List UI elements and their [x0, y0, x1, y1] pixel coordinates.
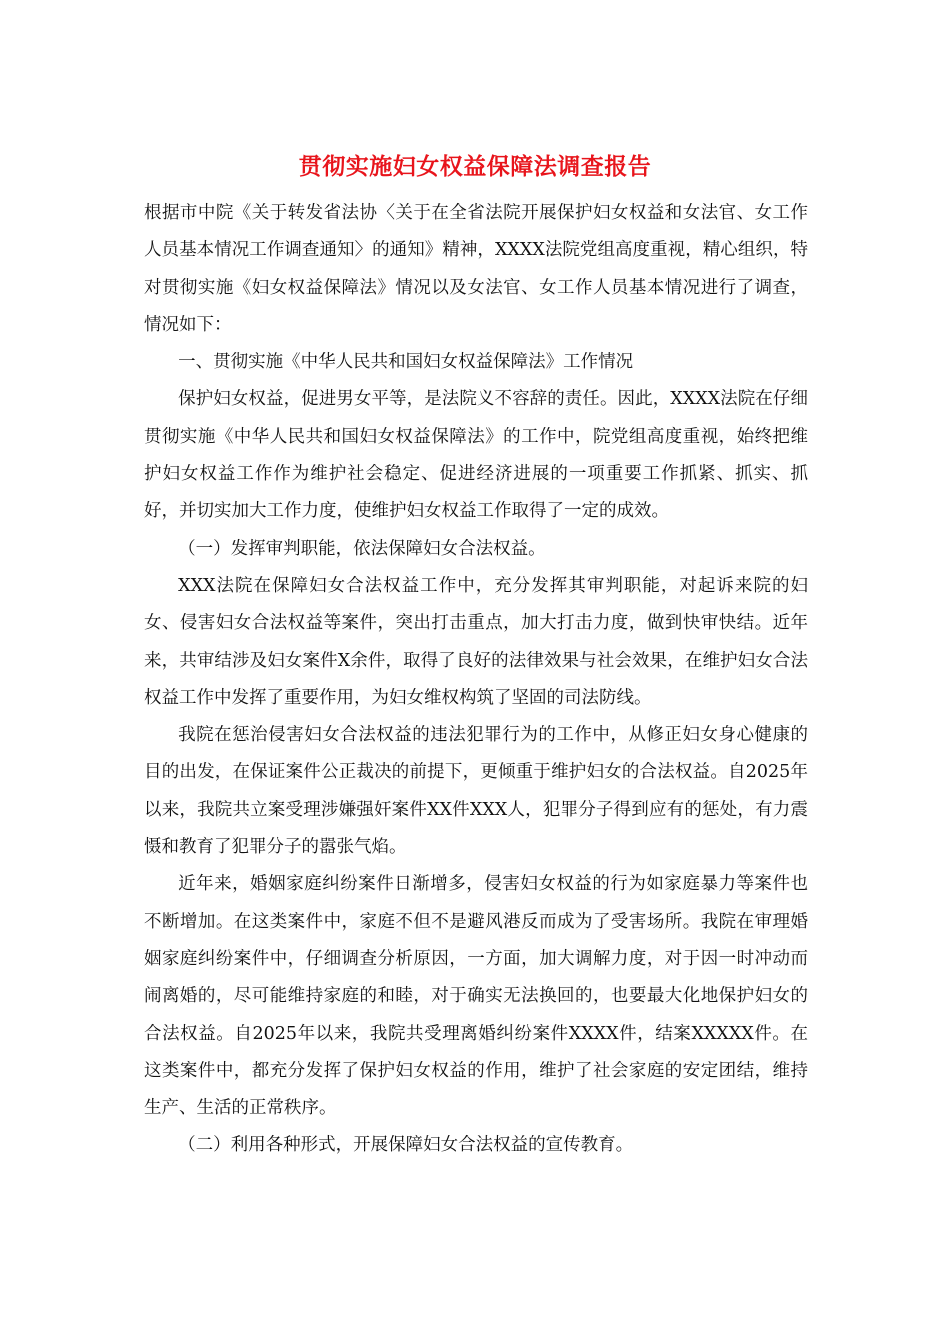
document-body	[144, 195, 808, 1165]
document-title: 贯彻实施妇女权益保障法调查报告	[298, 153, 652, 180]
subsection-heading-1: （一）发挥审判职能，依法保障妇女合法权益。	[178, 538, 546, 559]
intro-paragraph: 根据市中院《关于转发省法协〈关于在全省法院开展保护妇女权益和女法官、女工作人员基本情况工作调查通知〉的通知》精神，XXXX法院党组高度重视，精心组织，特对贯彻实施《妇女权益保障法》情况以及女法官、女工作人员基本情况进行了调查，情况如下：	[144, 203, 808, 335]
body-paragraph: 保护妇女权益，促进男女平等，是法院义不容辞的责任。因此，XXXX法院在仔细贯彻实施《中华人民共和国妇女权益保障法》的工作中，院党组高度重视，始终把维护妇女权益工作作为维护社会稳定、促进经济进展的一项重要工作抓紧、抓实、抓好，并切实加大工作力度，使维护妇女权益工作取得了一定的成效。	[144, 389, 808, 522]
body-paragraph: 我院在惩治侵害妇女合法权益的违法犯罪行为的工作中，从修正妇女身心健康的目的出发，在保证案件公正裁决的前提下，更倾重于维护妇女的合法权益。自2025年以来，我院共立案受理涉嫌强奸案件XX件XXX人，犯罪分子得到应有的惩处，有力震慑和教育了犯罪分子的嚣张气焰。	[144, 725, 808, 858]
subsection-heading-2: （二）利用各种形式，开展保障妇女合法权益的宣传教育。	[178, 1135, 634, 1156]
body-paragraph: XXX法院在保障妇女合法权益工作中，充分发挥其审判职能，对起诉来院的妇女、侵害妇女合法权益等案件，突出打击重点，加大打击力度，做到快审快结。近年来，共审结涉及妇女案件X余件，取得了良好的法律效果与社会效果，在维护妇女合法权益工作中发挥了重要作用，为妇女维权构筑了坚固的司法防线。	[144, 575, 808, 708]
body-paragraph: 近年来，婚姻家庭纠纷案件日渐增多，侵害妇女权益的行为如家庭暴力等案件也不断增加。在这类案件中，家庭不但不是避风港反而成为了受害场所。我院在审理婚姻家庭纠纷案件中，仔细调查分析原因，一方面，加大调解力度，对于因一时冲动而闹离婚的，尽可能维持家庭的和睦，对于确实无法换回的，也要最大化地保护妇女的合法权益。自2025年以来，我院共受理离婚纠纷案件XXXX件，结案XXXXX件。在这类案件中，都充分发挥了保护妇女权益的作用，维护了社会家庭的安定团结，维持生产、生活的正常秩序。	[144, 874, 808, 1119]
section-heading-1: 一、贯彻实施《中华人民共和国妇女权益保障法》工作情况	[178, 352, 634, 373]
